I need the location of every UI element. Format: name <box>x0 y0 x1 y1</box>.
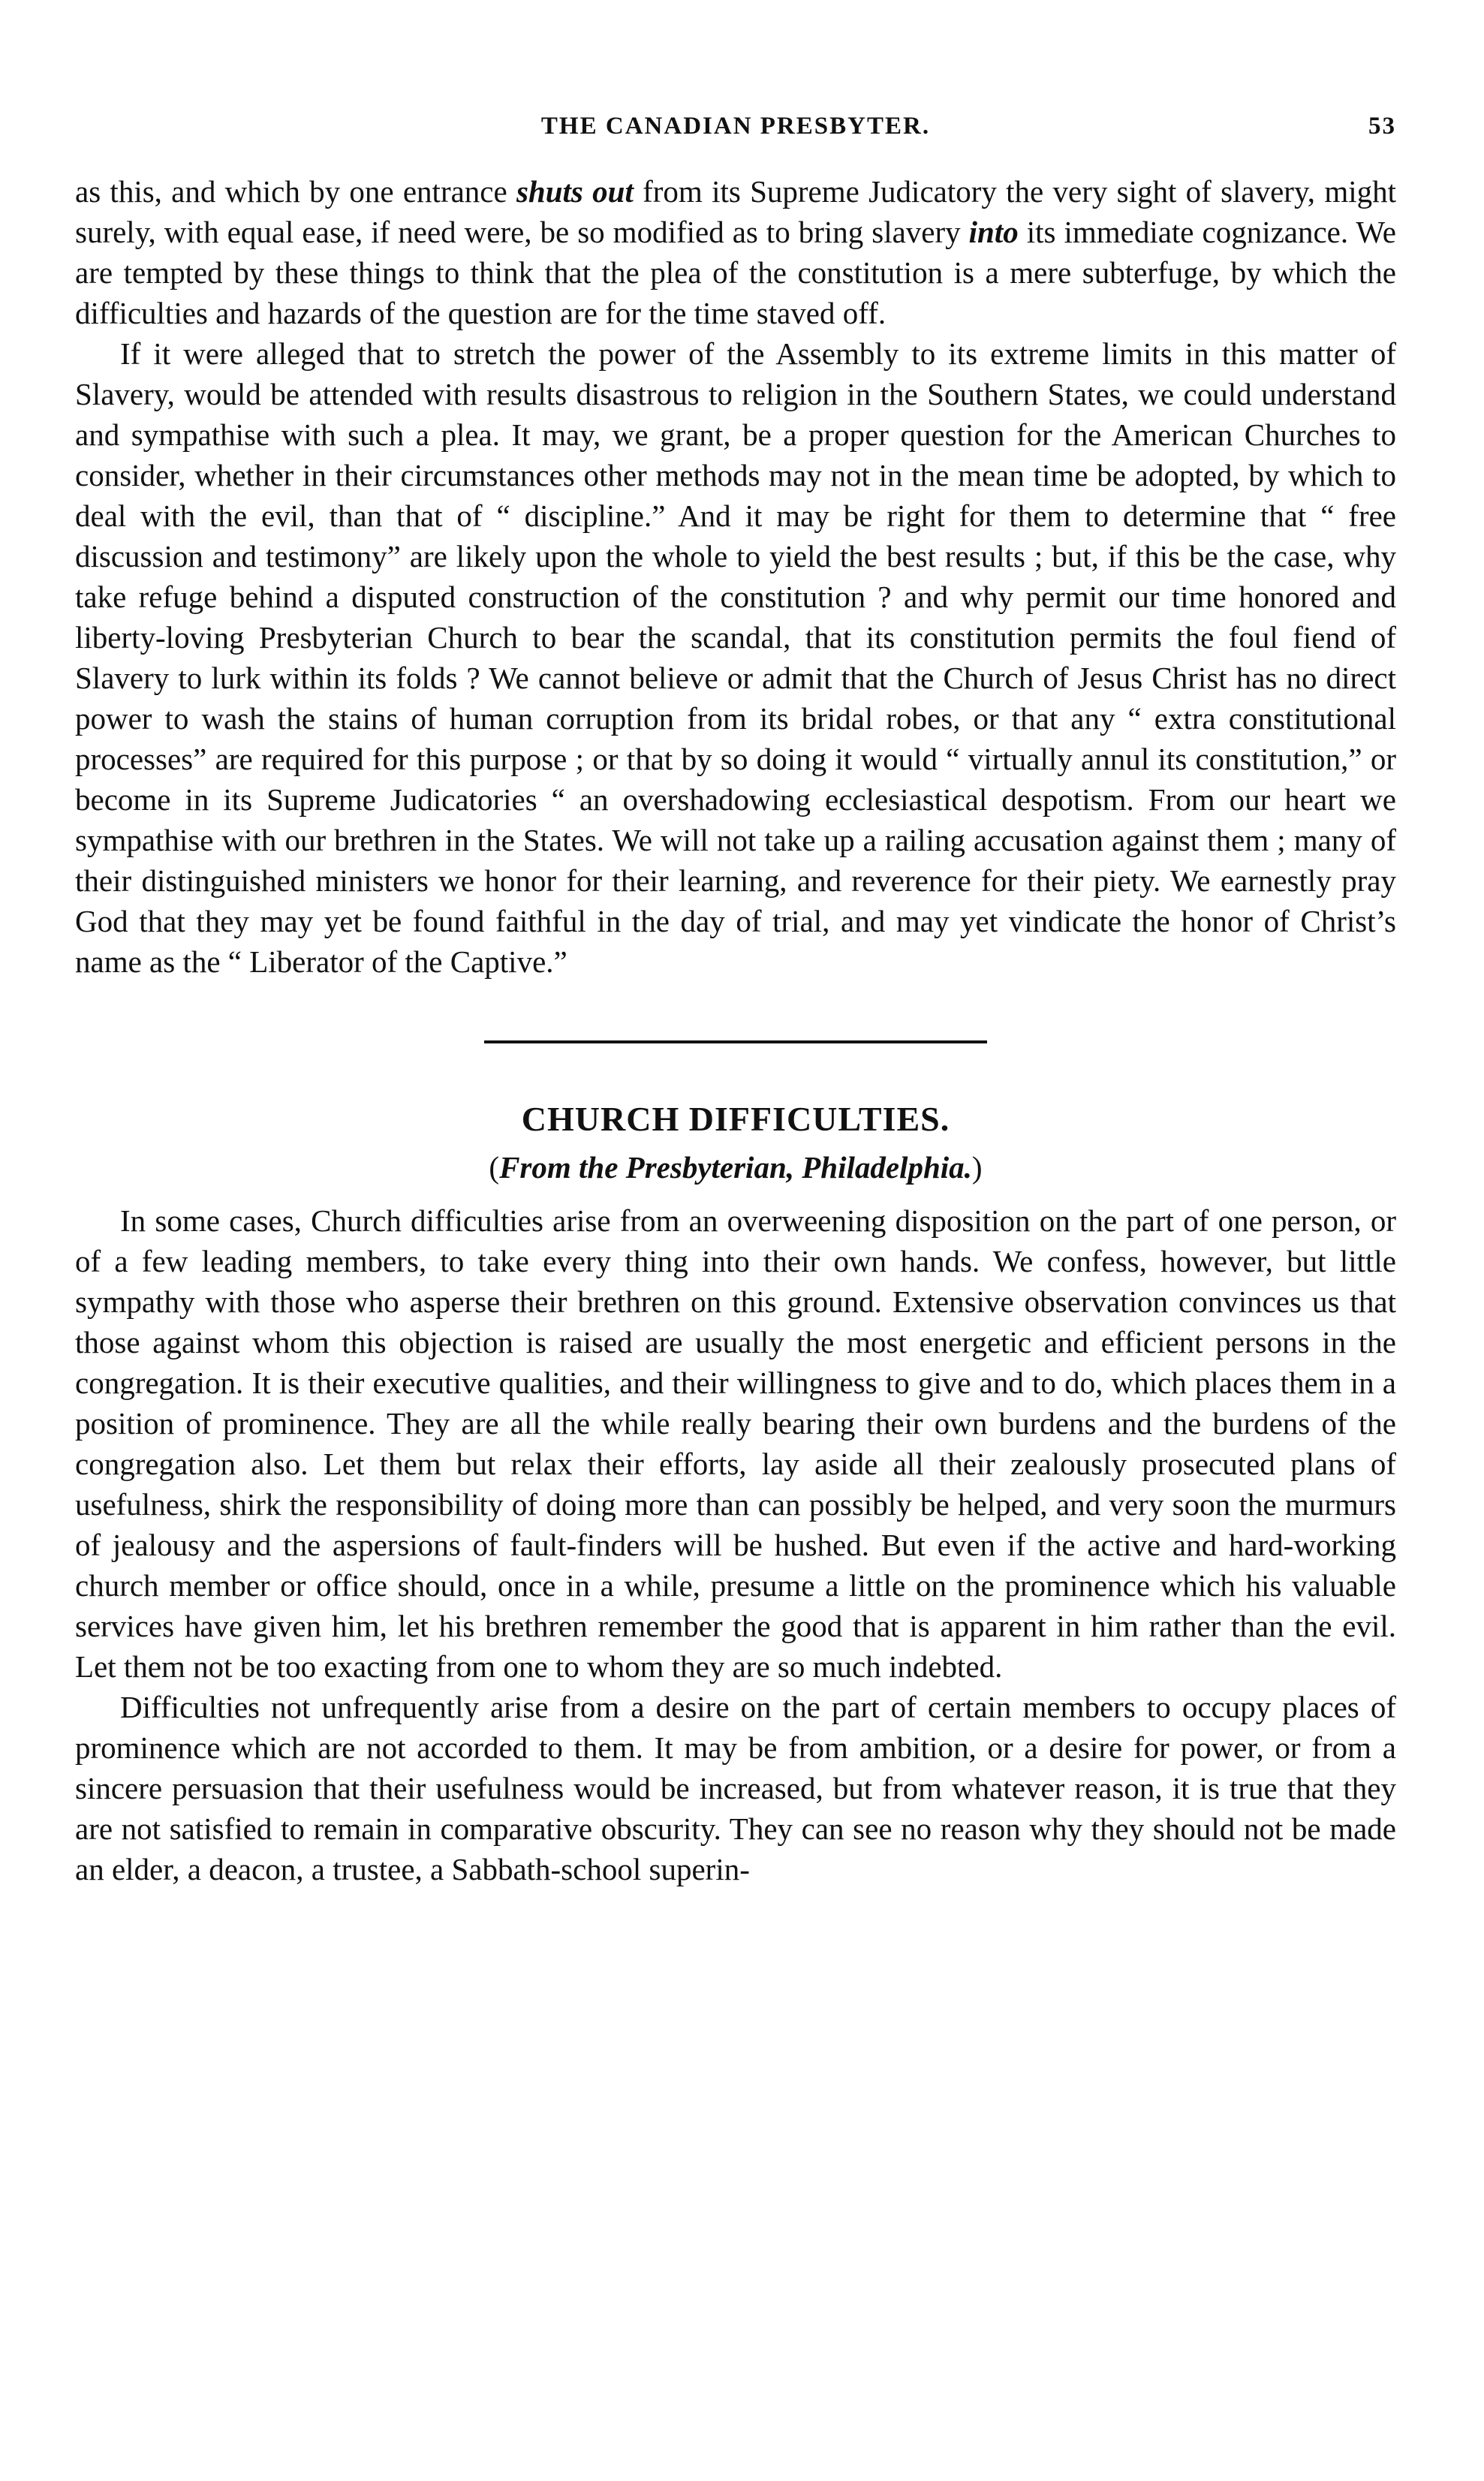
source-paren-open: ( <box>489 1150 500 1185</box>
section-source <box>75 1149 1396 1185</box>
source-publication: From the Presbyterian, Philadelphia. <box>499 1150 972 1185</box>
page-number: 53 <box>1368 113 1396 140</box>
paragraph: If it were alleged that to stretch the power of the Assembly to its extreme limits in this matter of Slavery, would be attended with results disastrous to religion in the Southern States, we could understand and sympathise with such a plea. It may, we grant, be a proper question for the American Churches to consider, whether in their circumstances other methods may not in the mean time be adopted, by which to deal with the evil, than that of “ discipline.” And it may be right for them to determine that “ free discussion and testimony” are likely upon the whole to yield the best results ; but, if this be the case, why take refuge behind a disputed construction of the constitution ? and why permit our time honored and liberty-loving Presbyterian Church to bear the scandal, that its constitution permits the foul fiend of Slavery to lurk within its folds ? We cannot believe or admit that the Church of Jesus Christ has no direct power to wash the stains of human corruption from its bridal robes, or that any “ extra constitutional processes” are required for this purpose ; or that by so doing it would “ virtually annul its constitution,” or become in its Supreme Judicatories “ an overshadowing ecclesiastical despotism. From our heart we sympathise with our brethren in the States. We will not take up a railing accusation against them ; many of their distinguished ministers we honor for their learning, and reverence for their piety. We earnestly pray God that they may yet be found faithful in the day of trial, and may yet vindicate the honor of Christ’s name as the “ Liberator of the Captive.” <box>75 336 1396 979</box>
source-paren-close: ) <box>971 1150 983 1185</box>
emphasis-text: shuts out <box>516 174 634 209</box>
paragraph <box>75 171 1396 333</box>
text-run: as this, and which by one entrance <box>75 174 516 209</box>
running-header <box>75 113 1396 158</box>
text-run: from its Supreme Judicatory the very sight of slavery, might surely, with equal ease, if need were, be so modified as to bring slavery <box>75 174 1396 249</box>
article-church-difficulties <box>75 1099 1396 1889</box>
section-separator <box>484 1040 987 1043</box>
paragraph: In some cases, Church difficulties arise from an overweening disposition on the part of one person, or of a few leading members, to take every thing into their own hands. We confess, however, but little sympathy with those who asperse their brethren on this ground. Extensive observation convinces us that those against whom this objection is raised are usually the most energetic and efficient persons in the congregation. It is their executive qualities, and their willingness to give and to do, which places them in a position of prominence. They are all the while really bearing their own burdens and the burdens of the congregation also. Let them but relax their efforts, lay aside all their zealously prosecuted plans of usefulness, shirk the responsibility of doing more than can possibly be helped, and very soon the murmurs of jealousy and the aspersions of fault-finders will be hushed. But even if the active and hard-working church member or office should, once in a while, presume a little on the prominence which his valuable services have given him, let his brethren remember the good that is apparent in him rather than the evil. Let them not be too exacting from one to whom they are so much indebted. <box>75 1203 1396 1684</box>
paragraph: Difficulties not unfrequently arise from a desire on the part of certain members to occupy places of prominence which are not accorded to them. It may be from ambition, or a desire for power, or from a sincere persuasion that their usefulness would be increased, but from whatever reason, it is true that they are not satisfied to remain in comparative obscurity. They can see no reason why they should not be made an elder, a deacon, a trustee, a Sabbath-school superin- <box>75 1690 1396 1886</box>
running-title: THE CANADIAN PRESBYTER. <box>540 113 931 140</box>
document-page <box>75 113 1396 1889</box>
section-title: CHURCH DIFFICULTIES. <box>521 1100 950 1138</box>
emphasis-text: into <box>968 215 1019 249</box>
article-slavery-continuation <box>75 171 1396 982</box>
text-run: its immediate cognizance. We are tempted by these things to think that the plea of the constitution is a mere subterfuge, by which the difficulties and hazards of the question are for the time staved off. <box>75 215 1396 330</box>
